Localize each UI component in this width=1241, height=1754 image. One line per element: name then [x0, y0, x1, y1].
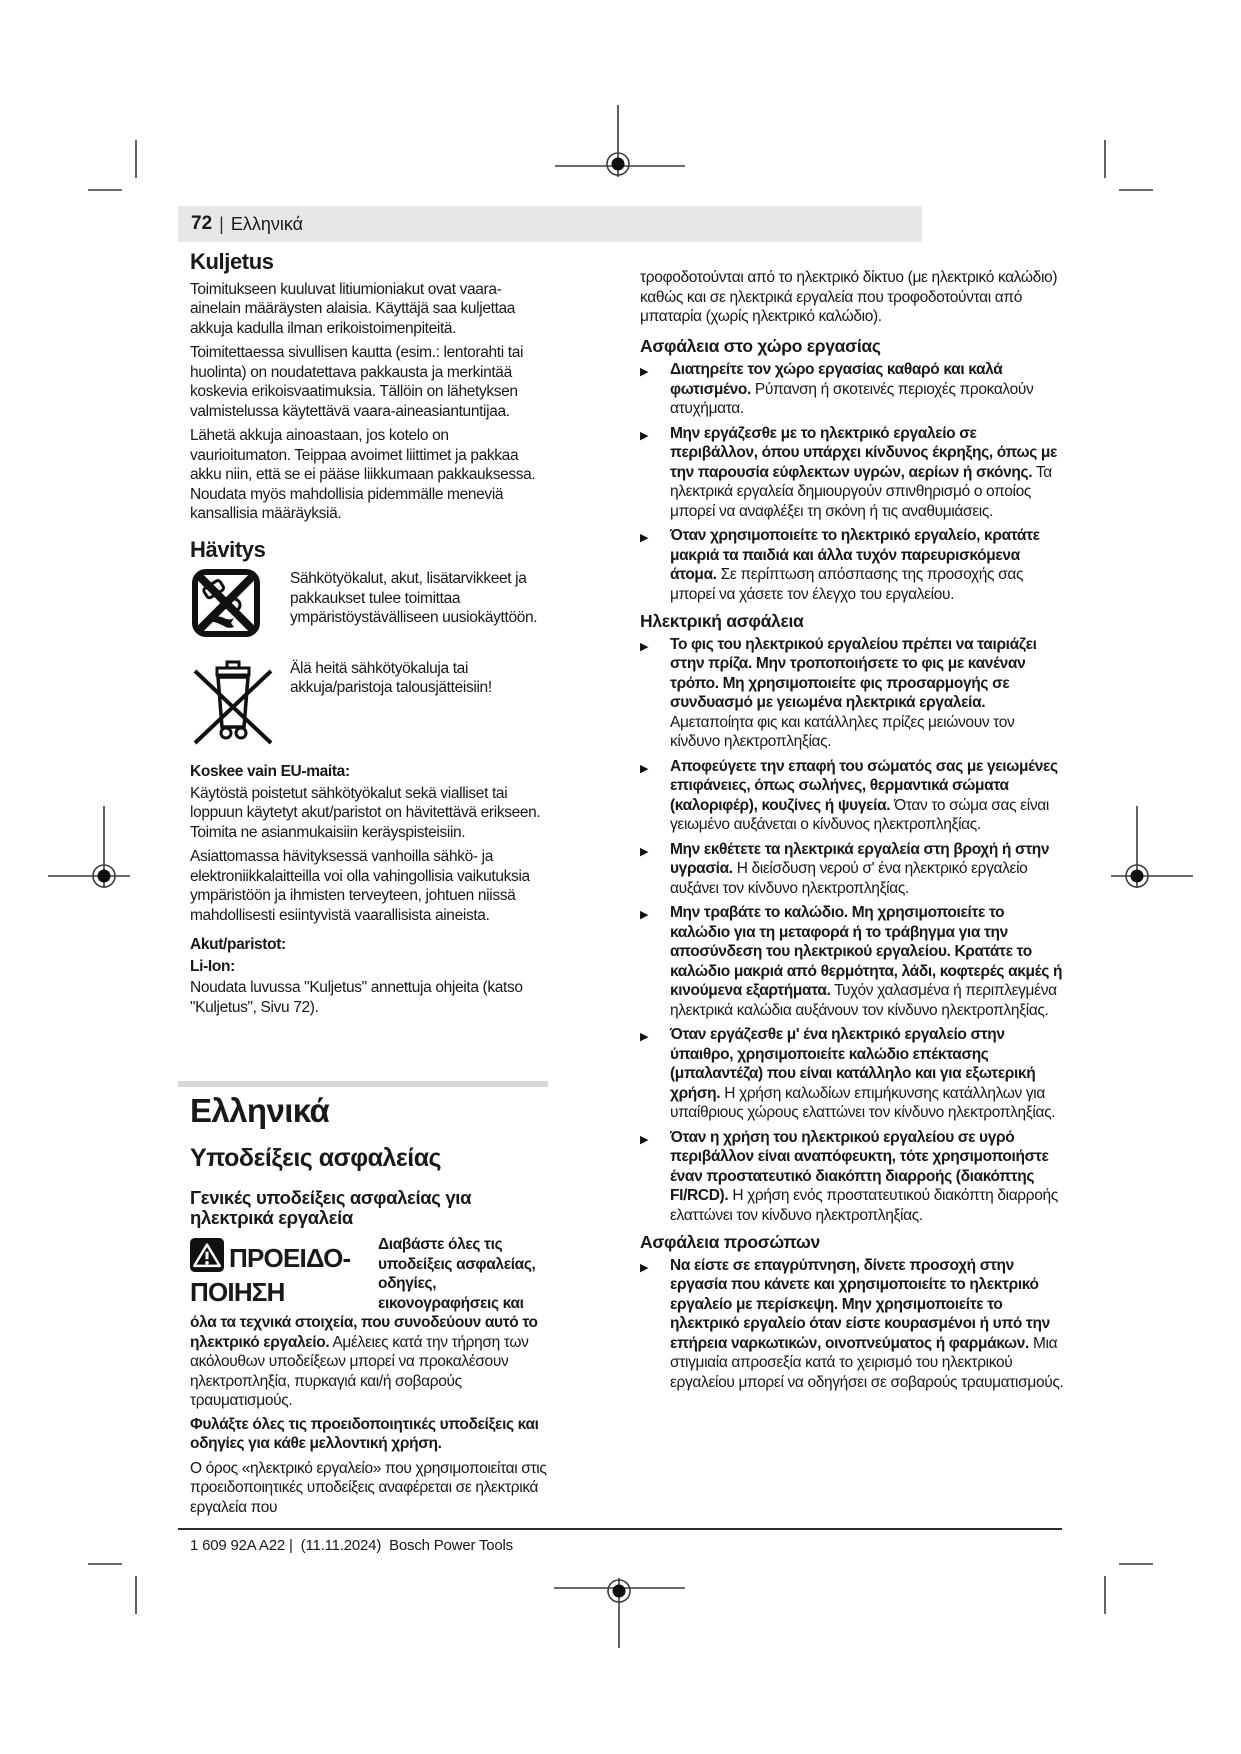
bullet-arrow-icon: ▶ — [640, 845, 649, 858]
safety-bullet — [640, 424, 1064, 522]
term-definition-continuation: τροφοδοτούνται από το ηλεκτρικό δίκτυο (με ηλεκτρικό καλώδιο) καθώς και σε ηλεκτρικά εργαλεία που τροφοδοτούνται από μπαταρία (χωρίς ηλεκτρικό καλώδιο). — [640, 269, 1058, 325]
safety-bullet — [640, 360, 1064, 419]
safety-title: Υποδείξεις ασφαλείας — [190, 1143, 442, 1172]
bullet-bold: Να είστε σε επαγρύπνηση, δίνετε προσοχή στην εργασία που κάνετε και χρησιμοποιείτε το ηλεκτρικό εργαλείο με περίσκεψη. Μην χρησιμοποιείτε το ηλεκτρικό εργαλείο όταν είστε κουρασμένοι ή υπό την επήρεια ναρκωτικών, οινοπνεύματος ή φαρμάκων. — [670, 1256, 1050, 1352]
page-header — [178, 206, 922, 242]
bullet-bold: Αποφεύγετε την επαφή του σώματός σας με γειωμένες επιφάνειες, όπως σωλήνες, θερμαντικά σώματα (καλοριφέρ), κουζίνες ή ψυγεία. — [670, 757, 1058, 814]
disposal-recycle-text: Sähkötyökalut, akut, lisätarvikkeet ja pakkaukset tulee toimittaa ympäristöystävälliseen uusiokäyttöön. — [290, 570, 538, 626]
warning-label — [190, 1238, 370, 1307]
bullet-bold: Μην εκθέτετε τα ηλεκτρικά εργαλεία στη βροχή ή στην υγρασία. — [670, 840, 1050, 877]
safety-bullet — [640, 1256, 1064, 1393]
safety-bullet — [640, 840, 1064, 899]
bullet-bold: Διατηρείτε τον χώρο εργασίας καθαρό και καλά φωτισμένο. — [670, 361, 1003, 398]
bullet-bold: Όταν εργάζεσθε μ' ένα ηλεκτρικό εργαλείο στην ύπαιθρο, χρησιμοποιείτε καλώδιο επέκτασης (μπαλαντέζα) που είναι κατάλληλο και για εξωτερική χρήση. — [670, 1026, 1036, 1102]
warning-word-line2: ΠΟΙΗΣΗ — [190, 1277, 285, 1308]
batteries-heading: Akut/paristot: — [190, 936, 286, 953]
eu-only-heading: Koskee vain EU-maita: — [190, 763, 350, 780]
disposal-bin-text: Älä heitä sähkötyökaluja tai akkuja/paristoja talousjätteisiin! — [290, 659, 492, 696]
bullet-bold: Μην εργάζεσθε με το ηλεκτρικό εργαλείο σε περιβάλλον, όπου υπάρχει κίνδυνος έκρηξης, όπως με την παρουσία εύφλεκτων υγρών, αερίων ή σκόνης. — [670, 424, 1058, 481]
safety-bullet — [640, 757, 1064, 835]
bullet-arrow-icon: ▶ — [640, 762, 649, 775]
page-number: 72 — [191, 213, 213, 234]
header-separator: | — [219, 213, 224, 234]
general-safety-heading: Γενικές υποδείξεις ασφαλείας για ηλεκτρικά εργαλεία — [190, 1187, 472, 1228]
header-language: Ελληνικά — [230, 213, 304, 234]
bullet-arrow-icon: ▶ — [640, 1261, 649, 1274]
keep-instructions: Φυλάξτε όλες τις προειδοποιητικές υποδείξεις και οδηγίες για κάθε μελλοντική χρήση. — [190, 1415, 539, 1452]
bullet-arrow-icon: ▶ — [640, 640, 649, 653]
right-column — [640, 268, 1064, 1397]
crossed-out-electronics-recycle-icon — [190, 567, 290, 645]
bullet-normal: Μια στιγμιαία απροσεξία κατά το χειρισμό του ηλεκτρικού εργαλείου μπορεί να οδηγήσει σε σοβαρούς τραυματισμούς. — [670, 1334, 1064, 1391]
footer-brand: Bosch Power Tools — [389, 1537, 513, 1554]
footer-date: (11.11.2024) — [300, 1537, 382, 1554]
safety-bullet — [640, 903, 1064, 1020]
personal-safety-heading: Ασφάλεια προσώπων — [640, 1232, 820, 1252]
disposal-bin-row — [190, 657, 548, 751]
footer-doc-number: 1 609 92A A22 — [190, 1537, 285, 1554]
section-divider — [178, 1081, 548, 1087]
bullet-bold: Το φις του ηλεκτρικού εργαλείου πρέπει να ταιριάζει στην πρίζα. Μην τροποποιήσετε το φις με κανέναν τρόπο. Μη χρησιμοποιείτε φις προσαρμογής σε συνδυασμό με γειωμένα ηλεκτρικά εργαλεία. — [670, 635, 1037, 711]
left-column — [190, 249, 548, 1522]
crossed-out-wheelie-bin-icon — [190, 657, 290, 751]
warning-paragraph — [190, 1235, 548, 1411]
disposal-recycle-row — [190, 567, 548, 645]
bullet-arrow-icon: ▶ — [640, 1133, 649, 1146]
warning-word-line1: ΠΡΟΕΙΔΟ- — [229, 1242, 351, 1273]
bullet-normal: Η διείσδυση νερού σ' ένα ηλεκτρικό εργαλείο αυξάνει τον κίνδυνο ηλεκτροπληξίας. — [670, 860, 1028, 897]
transport-heading: Kuljetus — [190, 249, 274, 274]
transport-paragraph: Toimitukseen kuuluvat litiumioniakut ovat vaara-ainelain määräysten alaisia. Käyttäjä saa kuljettaa akkuja kadulla ilman erikoistoimenpiteitä. — [190, 280, 516, 337]
bullet-arrow-icon: ▶ — [640, 532, 649, 544]
bullet-normal: Όταν το σώμα σας είναι γειωμένο αυξάνεται ο κίνδυνος ηλεκτροπληξίας. — [670, 796, 1049, 833]
bullet-normal: Η χρήση ενός προστατευτικού διακόπτη διαρροής ελαττώνει τον κίνδυνο ηλεκτροπληξίας. — [670, 1187, 1058, 1224]
bullet-bold: Όταν χρησιμοποιείτε το ηλεκτρικό εργαλείο, κρατάτε μακριά τα παιδιά και άλλα τυχόν παρευρισκόμενα άτομα. — [670, 527, 1040, 583]
bullet-arrow-icon: ▶ — [640, 1031, 649, 1043]
bullet-arrow-icon: ▶ — [640, 429, 649, 442]
transport-paragraph: Lähetä akkuja ainoastaan, jos kotelo on vaurioitumaton. Teippaa avoimet liittimet ja pakkaa akku niin, että se ei pääse liikkumaan pakkauksessa. Noudata myös mahdollisia pidemmälle meneviä kansallisia määräyksiä. — [190, 427, 536, 522]
warning-triangle-icon — [190, 1238, 224, 1278]
safety-bullet — [640, 1025, 1064, 1123]
bullet-bold: Όταν η χρήση του ηλεκτρικού εργαλείου σε υγρό περιβάλλον είναι αναπόφευκτη, τότε χρησιμοποιήστε έναν προστατευτικό διακόπτη διαρροής (διακόπτης FI/RCD). — [670, 1128, 1049, 1204]
warning-normal-text: Αμέλειες κατά την τήρηση των ακόλουθων υποδείξεων μπορεί να προκαλέσουν ηλεκτροπληξία, πυρκαγιά και/ή σοβαρούς τραυματισμούς. — [190, 1333, 529, 1409]
workplace-safety-heading: Ασφάλεια στο χώρο εργασίας — [640, 335, 881, 356]
batteries-note: Noudata luvussa "Kuljetus" annettuja ohjeita (katso "Kuljetus", Sivu 72). — [190, 979, 523, 1016]
footer-separator: | — [289, 1537, 293, 1554]
bullet-normal: Σε περίπτωση απόσπασης της προσοχής σας μπορεί να χάσετε τον έλεγχο του εργαλείου. — [670, 566, 1024, 603]
safety-bullet — [640, 526, 1064, 604]
safety-bullet — [640, 1128, 1064, 1226]
transport-paragraph: Toimitettaessa sivullisen kautta (esim.: lentorahti tai huolinta) on noudatettava pakkausta ja merkintää koskevia erikoisvaatimuksia. Tällöin on lähetyksen valmistelussa käytettävä vaara-aineasiantuntijaa. — [190, 344, 524, 420]
bullet-normal: Ρύπανση ή σκοτεινές περιοχές προκαλούν ατυχήματα. — [670, 380, 1034, 417]
eu-paragraph: Käytöstä poistetut sähkötyökalut sekä vialliset tai loppuun käytetyt akut/paristot on hävitettävä erikseen. Toimita ne asianmukaisiin keräyspisteisiin. — [190, 784, 541, 841]
liion-heading: Li-Ion: — [190, 957, 235, 975]
disposal-heading: Hävitys — [190, 536, 266, 562]
term-definition: Ο όρος «ηλεκτρικό εργαλείο» που χρησιμοποιείται στις προειδοποιητικές υποδείξεις αναφέρεται σε ηλεκτρικά εργαλεία που — [190, 1459, 547, 1516]
bullet-arrow-icon: ▶ — [640, 366, 649, 378]
footer-rule — [178, 1528, 1062, 1530]
page-footer — [190, 1537, 517, 1554]
bullet-normal: Τα ηλεκτρικά εργαλεία δημιουργούν σπινθηρισμό ο οποίος μπορεί να αναφλέξει τη σκόνη ή τις αναθυμιάσεις. — [670, 463, 1052, 520]
bullet-arrow-icon: ▶ — [640, 909, 649, 921]
language-title: Ελληνικά — [190, 1092, 330, 1129]
warning-bold-text: Διαβάστε όλες τις υποδείξεις ασφαλείας, οδηγίες, εικονογραφήσεις και όλα τα τεχνικά στοιχεία, που συνοδεύουν αυτό το ηλεκτρικό εργαλείο. — [190, 1236, 538, 1351]
safety-bullet — [640, 635, 1064, 752]
bullet-normal: Αμεταποίητα φις και κατάλληλες πρίζες μειώνουν τον κίνδυνο ηλεκτροπληξίας. — [670, 713, 1015, 750]
bullet-bold: Μην τραβάτε το καλώδιο. Μη χρησιμοποιείτε το καλώδιο για τη μεταφορά ή το τράβηγμα για την αποσύνδεση του ηλεκτρικού εργαλείου. Κρατάτε το καλώδιο μακριά από θερμότητα, λάδι, κοφτερές ακμές ή κινούμενα εξαρτήματα. — [670, 904, 1063, 999]
eu-paragraph: Asiattomassa hävityksessä vanhoilla sähkö- ja elektroniikkalaitteilla voi olla vahingollisia vaikutuksia ympäristöön ja ihmisten terveyteen, johtuen niissä mahdollisesti esiintyvistä vaarallisista aineista. — [190, 848, 530, 924]
bullet-normal: Η χρήση καλωδίων επιμήκυνσης κατάλληλων για υπαίθριους χώρους ελαττώνει τον κίνδυνο ηλεκτροπληξίας. — [670, 1084, 1056, 1121]
electrical-safety-heading: Ηλεκτρική ασφάλεια — [640, 611, 804, 631]
bullet-normal: Τυχόν χαλασμένα ή περιπλεγμένα ηλεκτρικά καλώδια αυξάνουν τον κίνδυνο ηλεκτροπληξίας. — [670, 982, 1057, 1019]
